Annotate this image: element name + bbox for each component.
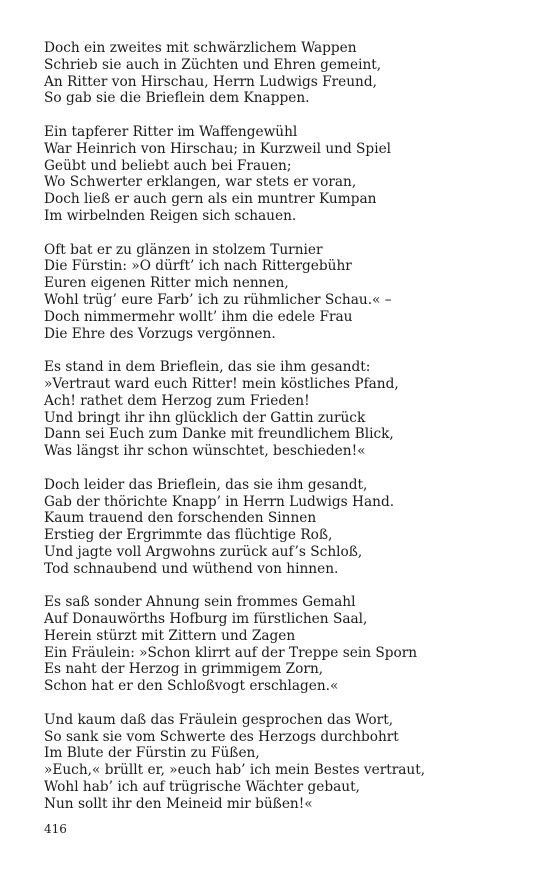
poem-line: Doch ließ er auch gern als ein muntrer Kumpan — [44, 191, 377, 208]
stanza-5 — [44, 477, 524, 578]
poem-line: Ein tapferer Ritter im Waffengewühl — [44, 123, 298, 140]
stanza-7 — [44, 712, 524, 813]
poem-line: Geübt und beliebt auch bei Frauen; — [44, 157, 292, 174]
poem-line: Im Blute der Fürstin zu Füßen, — [44, 745, 260, 762]
poem-line: Und kaum daß das Fräulein gesprochen das Wort, — [44, 711, 394, 728]
poem-line: Die Fürstin: »O dürft’ ich nach Rittergebühr — [44, 258, 352, 275]
poem-line: Doch nimmermehr wollt’ ihm die edele Frau — [44, 308, 353, 325]
poem-text — [44, 40, 524, 813]
poem-line: Wohl hab’ ich auf trügrische Wächter gebaut, — [44, 779, 360, 796]
stanza-2 — [44, 124, 524, 225]
poem-line: Kaum trauend den forschenden Sinnen — [44, 510, 317, 527]
poem-line: Und jagte voll Argwohns zurück auf’s Schloß, — [44, 543, 363, 560]
poem-line: Was längst ihr schon wünschtet, beschieden!« — [44, 443, 366, 460]
poem-line: Nun sollt ihr den Meineid mir büßen!« — [44, 795, 313, 812]
poem-line: Auf Donauwörths Hofburg im fürstlichen Saal, — [44, 611, 368, 628]
poem-line: »Euch,« brüllt er, »euch hab’ ich mein Bestes vertraut, — [44, 762, 426, 779]
poem-line: Es naht der Herzog in grimmigem Zorn, — [44, 661, 324, 678]
stanza-3 — [44, 242, 524, 343]
stanza-6 — [44, 594, 524, 695]
poem-line: Die Ehre des Vorzugs vergönnen. — [44, 325, 276, 342]
poem-line: Oft bat er zu glänzen in stolzem Turnier — [44, 241, 323, 258]
poem-line: Es saß sonder Ahnung sein frommes Gemahl — [44, 594, 356, 611]
stanza-4 — [44, 359, 524, 460]
poem-line: Gab der thörichte Knapp’ in Herrn Ludwigs Hand. — [44, 493, 395, 510]
poem-line: Euren eigenen Ritter mich nennen, — [44, 275, 289, 292]
poem-line: So gab sie die Brieflein dem Knappen. — [44, 90, 310, 107]
poem-line: Herein stürzt mit Zittern und Zagen — [44, 627, 296, 644]
poem-line: An Ritter von Hirschau, Herrn Ludwigs Freund, — [44, 73, 377, 90]
poem-line: Tod schnaubend und wüthend von hinnen. — [44, 560, 339, 577]
poem-line: Im wirbelnden Reigen sich schauen. — [44, 207, 297, 224]
poem-line: Und bringt ihr ihn glücklich der Gattin zurück — [44, 409, 366, 426]
poem-line: Doch ein zweites mit schwärzlichem Wappen — [44, 40, 357, 56]
poem-line: Erstieg der Ergrimmte das flüchtige Roß, — [44, 527, 333, 544]
page-number: 416 — [44, 822, 67, 836]
stanza-1 — [44, 40, 524, 107]
poem-line: Wo Schwerter erklangen, war stets er voran, — [44, 174, 357, 191]
poem-line: Schrieb sie auch in Züchten und Ehren gemeint, — [44, 56, 382, 73]
poem-line: War Heinrich von Hirschau; in Kurzweil und Spiel — [44, 140, 392, 157]
poem-line: Wohl trüg’ eure Farb’ ich zu rühmlicher Schau.« – — [44, 291, 392, 308]
poem-line: Dann sei Euch zum Danke mit freundlichem Blick, — [44, 426, 394, 443]
poem-line: Ein Fräulein: »Schon klirrt auf der Treppe sein Sporn — [44, 644, 418, 661]
poem-line: Doch leider das Brieflein, das sie ihm gesandt, — [44, 476, 368, 493]
poem-line: Schon hat er den Schloßvogt erschlagen.« — [44, 678, 339, 695]
poem-line: So sank sie vom Schwerte des Herzogs durchbohrt — [44, 728, 399, 745]
poem-line: Es stand in dem Brieflein, das sie ihm gesandt: — [44, 359, 371, 376]
poem-line: »Vertraut ward euch Ritter! mein köstliches Pfand, — [44, 375, 399, 392]
poem-line: Ach! rathet dem Herzog zum Frieden! — [44, 392, 310, 409]
